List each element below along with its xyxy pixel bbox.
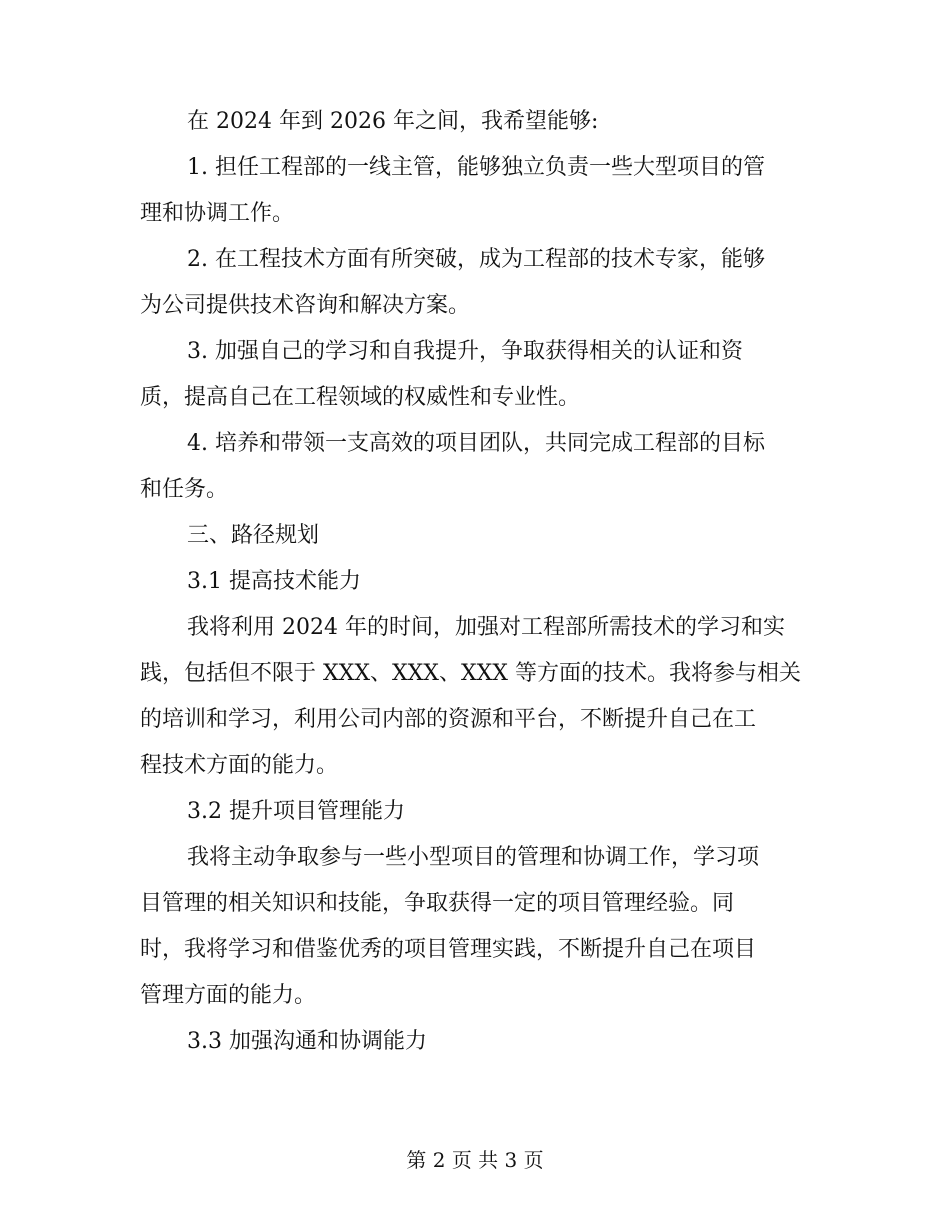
section-heading: 三、路径规划 [187, 523, 320, 548]
text-line: 程技术方面的能力。 [140, 753, 339, 778]
text-line: 的培训和学习，利用公司内部的资源和平台，不断提升自己在工 [140, 707, 757, 732]
text-line: 理和协调工作。 [140, 201, 295, 226]
subsection-heading: 3.2 提升项目管理能力 [187, 799, 405, 824]
text-line: 2. 在工程技术方面有所突破，成为工程部的技术专家，能够 [187, 247, 765, 272]
subsection-heading: 3.1 提高技术能力 [187, 569, 361, 594]
text-line: 4. 培养和带领一支高效的项目团队，共同完成工程部的目标 [187, 431, 765, 456]
subsection-heading: 3.3 加强沟通和协调能力 [187, 1029, 427, 1054]
text-line: 为公司提供技术咨询和解决方案。 [140, 293, 471, 318]
text-line: 我将利用 2024 年的时间，加强对工程部所需技术的学习和实 [187, 615, 785, 640]
text-line: 1. 担任工程部的一线主管，能够独立负责一些大型项目的管 [187, 155, 765, 180]
text-line: 和任务。 [140, 477, 229, 502]
text-line: 时，我将学习和借鉴优秀的项目管理实践，不断提升自己在项目 [140, 937, 757, 962]
page-number-footer: 第 2 页 共 3 页 [406, 1148, 544, 1172]
text-line: 质，提高自己在工程领域的权威性和专业性。 [140, 385, 581, 410]
text-line: 3. 加强自己的学习和自我提升，争取获得相关的认证和资 [187, 339, 743, 364]
text-line: 我将主动争取参与一些小型项目的管理和协调工作，学习项 [187, 845, 760, 870]
text-line: 管理方面的能力。 [140, 983, 317, 1008]
text-line: 目管理的相关知识和技能，争取获得一定的项目管理经验。同 [140, 891, 735, 916]
text-line: 践，包括但不限于 XXX、XXX、XXX 等方面的技术。我将参与相关 [140, 661, 801, 686]
text-line: 在 2024 年到 2026 年之间，我希望能够: [187, 109, 599, 134]
